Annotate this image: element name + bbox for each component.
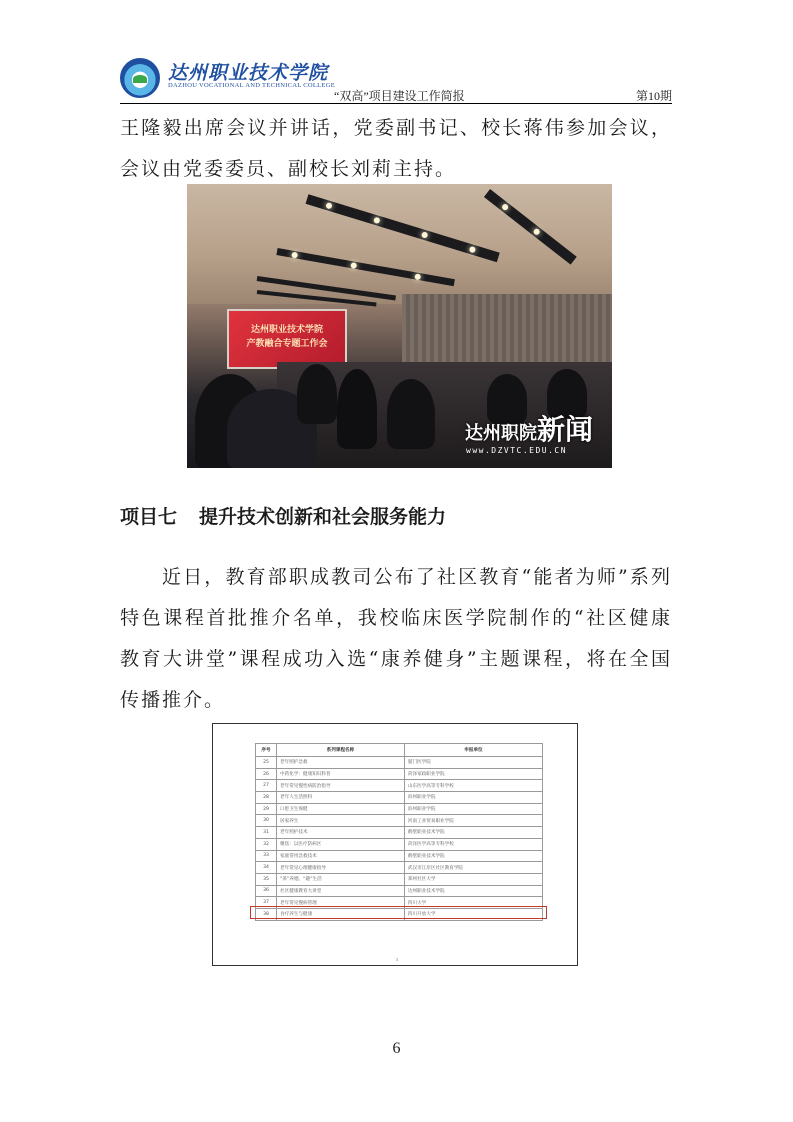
- institution-cell: 鹤壁职业技术学院: [404, 827, 542, 839]
- row-number-cell: 38: [256, 908, 277, 920]
- table-row: [256, 827, 543, 839]
- table-row: [256, 815, 543, 827]
- institution-cell: 四川大学: [404, 897, 542, 909]
- image-page-mark: 3: [396, 957, 398, 962]
- photo-person: [297, 364, 337, 424]
- paragraph-meeting: 王隆毅出席会议并讲话，党委副书记、校长蒋伟参加会议，会议由党委委员、副校长刘莉主持。: [120, 117, 672, 180]
- course-name-cell: 社区健康教育大讲堂: [277, 885, 405, 897]
- table-row: [256, 757, 543, 769]
- course-name-cell: 居家养生: [277, 815, 405, 827]
- course-list-table: [255, 743, 543, 921]
- institution-cell: 山东医学高等专科学校: [404, 780, 542, 792]
- institution-cell: 滨州职业学院: [404, 792, 542, 804]
- table-row: [256, 885, 543, 897]
- course-name-cell: 口腔卫生保健: [277, 803, 405, 815]
- table-row: [256, 862, 543, 874]
- row-number-cell: 30: [256, 815, 277, 827]
- news-watermark: [465, 408, 593, 448]
- college-name-cn: 达州职业技术学院: [168, 62, 329, 84]
- course-name-cell: 老年照护技术: [277, 827, 405, 839]
- institution-cell: 郑州社区大学: [404, 873, 542, 885]
- row-number-cell: 31: [256, 827, 277, 839]
- course-name-cell: 聚焦：以医疗防病区: [277, 838, 405, 850]
- course-name-cell: “茶”养德，“趣”生活: [277, 873, 405, 885]
- row-number-cell: 26: [256, 768, 277, 780]
- photo-person: [337, 369, 377, 449]
- institution-cell: 河南工业贸易职业学院: [404, 815, 542, 827]
- row-number-cell: 29: [256, 803, 277, 815]
- column-header: 序号: [256, 744, 277, 757]
- row-number-cell: 36: [256, 885, 277, 897]
- course-name-cell: 老年常见慢病管理: [277, 897, 405, 909]
- row-number-cell: 35: [256, 873, 277, 885]
- row-number-cell: 37: [256, 897, 277, 909]
- course-name-cell: 家庭常用急救技术: [277, 850, 405, 862]
- row-number-cell: 27: [256, 780, 277, 792]
- watermark-url: www.DZVTC.EDU.CN: [466, 446, 568, 455]
- row-number-cell: 33: [256, 850, 277, 862]
- section-heading: [120, 502, 446, 529]
- course-name-cell: 老年常见心理健康指导: [277, 862, 405, 874]
- course-name-cell: 老年人生活照料: [277, 792, 405, 804]
- page-number: 6: [392, 1040, 401, 1057]
- paragraph-course-news: 近日，教育部职成教司公布了社区教育“能者为师”系列特色课程首批推介名单，我校临床医学院制作的“社区健康教育大讲堂”课程成功入选“康养健身”主题课程，将在全国传播推介。: [120, 566, 672, 711]
- issue-number: 第10期: [635, 89, 672, 103]
- institution-cell: 厦门医学院: [404, 757, 542, 769]
- table-row: [256, 873, 543, 885]
- screen-title: 达州职业技术学院: [250, 325, 323, 335]
- college-logo-icon: [120, 58, 160, 98]
- projection-screen: [227, 309, 347, 369]
- institution-cell: 滨州职业学院: [404, 803, 542, 815]
- course-name-cell: 老年常见慢性病防治指导: [277, 780, 405, 792]
- section-number: 项目七: [120, 506, 178, 528]
- section-title: 提升技术创新和社会服务能力: [199, 506, 447, 528]
- column-header: 系列课程名称: [277, 744, 405, 757]
- institution-cell: 菏泽医学高等专科学校: [404, 838, 542, 850]
- course-list-image: [212, 723, 578, 966]
- bulletin-title: “双高”项目建设工作简报: [334, 89, 465, 103]
- row-number-cell: 32: [256, 838, 277, 850]
- table-row: [256, 850, 543, 862]
- highlight-box: [250, 906, 547, 919]
- meeting-photo: [187, 184, 612, 468]
- page-header: [120, 56, 672, 104]
- college-name-en: DAZHOU VOCATIONAL AND TECHNICAL COLLEGE: [168, 82, 335, 89]
- institution-cell: 达州职业技术学院: [404, 885, 542, 897]
- table-header-row: [256, 744, 543, 757]
- institution-cell: 菏泽家政职业学院: [404, 768, 542, 780]
- watermark-small-text: 达州职院: [465, 423, 537, 444]
- header-rule: [120, 103, 672, 104]
- table-row: [256, 803, 543, 815]
- row-number-cell: 25: [256, 757, 277, 769]
- row-number-cell: 28: [256, 792, 277, 804]
- row-number-cell: 34: [256, 862, 277, 874]
- table-row: [256, 780, 543, 792]
- table-row: [256, 768, 543, 780]
- institution-cell: 鹤壁职业技术学院: [404, 850, 542, 862]
- course-name-cell: 老年照护急救: [277, 757, 405, 769]
- table-row: [256, 838, 543, 850]
- table-row: [256, 792, 543, 804]
- photo-person: [387, 379, 435, 449]
- institution-cell: 四川开放大学: [404, 908, 542, 920]
- watermark-big-text: 新闻: [537, 413, 594, 446]
- course-name-cell: 食疗养生与健康: [277, 908, 405, 920]
- screen-subtitle: 产教融合专题工作会: [246, 339, 328, 349]
- institution-cell: 武汉市江岸区社区教育学院: [404, 862, 542, 874]
- photo-curtain: [402, 294, 612, 364]
- course-name-cell: 中药化学：健康知识科普: [277, 768, 405, 780]
- column-header: 申报单位: [404, 744, 542, 757]
